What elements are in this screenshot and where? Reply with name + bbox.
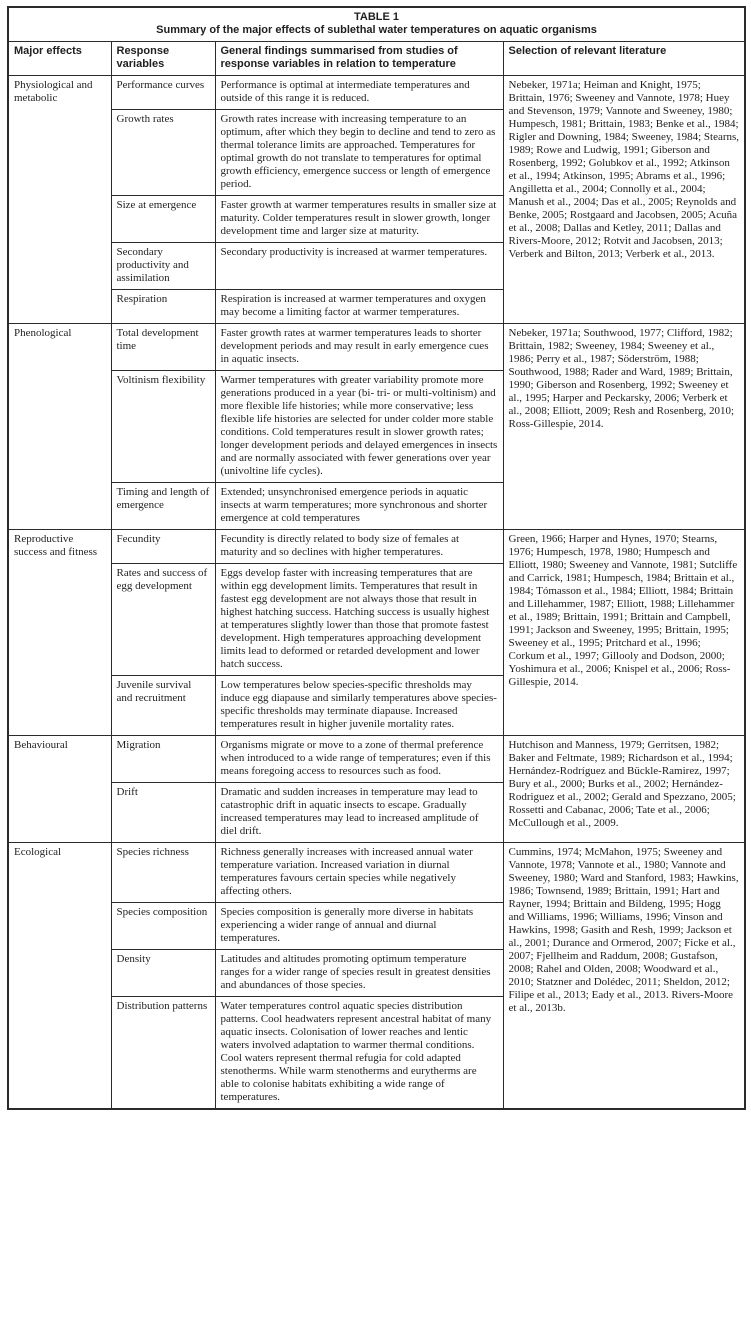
summary-table: [7, 6, 746, 1110]
major-effect-cell: Ecological: [8, 843, 111, 1110]
response-variable-cell: Total development time: [111, 324, 215, 371]
finding-cell: Water temperatures control aquatic species distribution patterns. Cool headwaters represent ancestral habitat of many aquatic insects. Colonisation of lower reaches and lentic waters involved adaptation to warmer thermal conditions. Cool waters represent thermal refugia for cold adapted stenotherms. While warm stenotherms and eurytherms are able to colonise habitats exhibiting a wide range of temperatures.: [215, 997, 503, 1110]
finding-cell: Richness generally increases with increased annual water temperature variation. Increased variation in diurnal temperatures favours certain species while negatively affecting others.: [215, 843, 503, 903]
response-variable-cell: Respiration: [111, 290, 215, 324]
table-title-cell: [8, 7, 745, 42]
finding-cell: Organisms migrate or move to a zone of thermal preference when introduced to a wide range of temperatures; even if this means foregoing access to resources such as food.: [215, 736, 503, 783]
finding-cell: Warmer temperatures with greater variability promote more generations produced in a year (bi- tri- or multi-voltinism) and more flexible life histories; while more conservative; less flexible life histories are selected for under colder more stable conditions. Cold temperatures result in slower growth rates; longer development periods and delayed emergences in insects and are normally associated with fewer generations over year (univoltine life cycles).: [215, 371, 503, 483]
table-row: [8, 324, 745, 371]
table-body: [8, 76, 745, 1110]
column-header-literature: Selection of relevant literature: [503, 42, 745, 76]
major-effect-cell: Reproductive success and fitness: [8, 530, 111, 736]
major-effect-cell: Physiological and metabolic: [8, 76, 111, 324]
finding-cell: Faster growth at warmer temperatures results in smaller size at maturity. Colder temperatures result in slower growth, longer development time and larger size at maturity.: [215, 196, 503, 243]
literature-cell: Nebeker, 1971a; Southwood, 1977; Clifford, 1982; Brittain, 1982; Sweeney, 1984; Sweeney et al., 1986; Perry et al., 1987; Söderström, 1988; Southwood, 1988; Rader and Ward, 1989; Brittain, 1990; Giberson and Rosenberg, 1992; Sweeney et al., 1995; Harper and Peckarsky, 2006; Verberk et al., 2008; Elliott, 2009; Resh and Rosenberg, 2010; Ross-Gillespie, 2014.: [503, 324, 745, 530]
finding-cell: Species composition is generally more diverse in habitats experiencing a wider range of annual and diurnal temperatures.: [215, 903, 503, 950]
finding-cell: Secondary productivity is increased at warmer temperatures.: [215, 243, 503, 290]
table-row: [8, 76, 745, 110]
finding-cell: Respiration is increased at warmer temperatures and oxygen may become a limiting factor at warmer temperatures.: [215, 290, 503, 324]
table-title-row: [8, 7, 745, 42]
table-row: [8, 736, 745, 783]
finding-cell: Growth rates increase with increasing temperature to an optimum, after which they begin to decline and tend to zero as thermal tolerance limits are approached. Temperatures for optimal growth do not translate to temperatures for optimal growth efficiency, emergence success or length of emergence period.: [215, 110, 503, 196]
table-row: [8, 843, 745, 903]
response-variable-cell: Migration: [111, 736, 215, 783]
response-variable-cell: Voltinism flexibility: [111, 371, 215, 483]
finding-cell: Fecundity is directly related to body size of females at maturity and so declines with higher temperatures.: [215, 530, 503, 564]
response-variable-cell: Species richness: [111, 843, 215, 903]
response-variable-cell: Species composition: [111, 903, 215, 950]
response-variable-cell: Juvenile survival and recruitment: [111, 676, 215, 736]
literature-cell: Green, 1966; Harper and Hynes, 1970; Stearns, 1976; Humpesch, 1978, 1980; Humpesch and Elliott, 1980; Sweeney and Vannote, 1981; Sutcliffe and Carrick, 1981; Humpesch, 1984; Brittain et al., 1984; Tómasson et al., 1984; Elliott, 1984; Brittain and Lillehammer, 1987; Elliott, 1988; Lillehammer et al., 1989; Brittain, 1991; Brittain and Campbell, 1991; Jackson and Sweeney, 1995; Brittain, 1995; Sweeney et al., 1995; Pritchard et al., 1996; Corkum et al., 1997; Gillooly and Dodson, 2000; Yoshimura et al., 2006; Knispel et al., 2006; Ross-Gillespie, 2014.: [503, 530, 745, 736]
finding-cell: Low temperatures below species-specific thresholds may induce egg diapause and similarly temperatures above species-specific thresholds may terminate diapause. Increased temperatures result in higher juvenile mortality rates.: [215, 676, 503, 736]
response-variable-cell: Drift: [111, 783, 215, 843]
finding-cell: Extended; unsynchronised emergence periods in aquatic insects at warm temperatures; more synchronous and shorter emergence at cold temperatures: [215, 483, 503, 530]
table-title: Summary of the major effects of sublethal water temperatures on aquatic organisms: [156, 24, 597, 36]
finding-cell: Performance is optimal at intermediate temperatures and outside of this range it is reduced.: [215, 76, 503, 110]
table-number: TABLE 1: [354, 11, 400, 23]
literature-cell: Hutchison and Manness, 1979; Gerritsen, 1982; Baker and Feltmate, 1989; Richardson et al., 1994; Hernández-Rodríguez and Bückle-Ramirez, 1997; Bury et al., 2000; Burks et al., 2002; Hernández-Rodriguez et al., 2002; Gerald and Spezzano, 2005; Rossetti and Cabanac, 2006; Tate et al., 2006; McCullough et al., 2009.: [503, 736, 745, 843]
literature-cell: Cummins, 1974; McMahon, 1975; Sweeney and Vannote, 1978; Vannote et al., 1980; Vannote and Sweeney, 1980; Ward and Stanford, 1983; Hawkins, 1986; Townsend, 1989; Brittain, 1991; Hart and Rayner, 1994; Brittain and Bildeng, 1995; Hogg and Williams, 1996; Williams, 1996; Vinson and Hawkins, 1998; Gasith and Resh, 1999; Jackson et al., 2001; Durance and Ormerod, 2007; Ficke et al., 2007; Fjellheim and Raddum, 2008; Gustafson, 2008; Rahel and Olden, 2008; Woodward et al., 2010; Statzner and Dolédec, 2011; Sheldon, 2012; Filipe et al., 2013; Eady et al., 2013. Rivers-Moore et al., 2013b.: [503, 843, 745, 1110]
response-variable-cell: Size at emergence: [111, 196, 215, 243]
major-effect-cell: Phenological: [8, 324, 111, 530]
response-variable-cell: Performance curves: [111, 76, 215, 110]
response-variable-cell: Growth rates: [111, 110, 215, 196]
column-header-general-findings: General findings summarised from studies of response variables in relation to temperature: [215, 42, 503, 76]
response-variable-cell: Secondary productivity and assimilation: [111, 243, 215, 290]
finding-cell: Dramatic and sudden increases in temperature may lead to catastrophic drift in aquatic insects to escape. Gradually increased temperatures may lead to increased amplitude of diel drift.: [215, 783, 503, 843]
table-row: [8, 530, 745, 564]
column-header-response-variables: Response variables: [111, 42, 215, 76]
finding-cell: Eggs develop faster with increasing temperatures that are within egg development limits. Temperatures that result in fastest egg development are not always those that result in highest hatching success. Hatching success is usually highest at temperatures slightly lower than those that promote fastest development. High temperatures approaching development limits lead to deformed or retarded development and lower hatch success.: [215, 564, 503, 676]
finding-cell: Faster growth rates at warmer temperatures leads to shorter development periods and may result in early emergence cues in aquatic insects.: [215, 324, 503, 371]
response-variable-cell: Density: [111, 950, 215, 997]
literature-cell: Nebeker, 1971a; Heiman and Knight, 1975; Brittain, 1976; Sweeney and Vannote, 1978; Huey and Stevenson, 1979; Vannote and Sweeney, 1980; Humpesch, 1981; Brittain, 1983; Benke et al., 1984; Rigler and Downing, 1984; Sweeney, 1984; Stearns, 1989; Rowe and Ludwig, 1991; Giberson and Rosenberg, 1992; Golubkov et al., 1992; Atkinson et al., 1994; Atkinson, 1995; Abrams et al., 1996; Angilletta et al., 2004; Connolly et al., 2004; Manush et al., 2004; Das et al., 2005; Reynolds and Benke, 2005; Rostgaard and Jacobsen, 2005; Acuña et al., 2008; Dallas and Ketley, 2011; Dallas and Rivers-Moore, 2012; Rotvit and Jacobsen, 2013; Verberk and Bilton, 2013; Verberk et al., 2013.: [503, 76, 745, 324]
major-effect-cell: Behavioural: [8, 736, 111, 843]
response-variable-cell: Timing and length of emergence: [111, 483, 215, 530]
response-variable-cell: Rates and success of egg development: [111, 564, 215, 676]
response-variable-cell: Distribution patterns: [111, 997, 215, 1110]
finding-cell: Latitudes and altitudes promoting optimum temperature ranges for a wider range of species result in greatest densities and abundances of those species.: [215, 950, 503, 997]
response-variable-cell: Fecundity: [111, 530, 215, 564]
table-header-row: [8, 42, 745, 76]
column-header-major-effects: Major effects: [8, 42, 111, 76]
